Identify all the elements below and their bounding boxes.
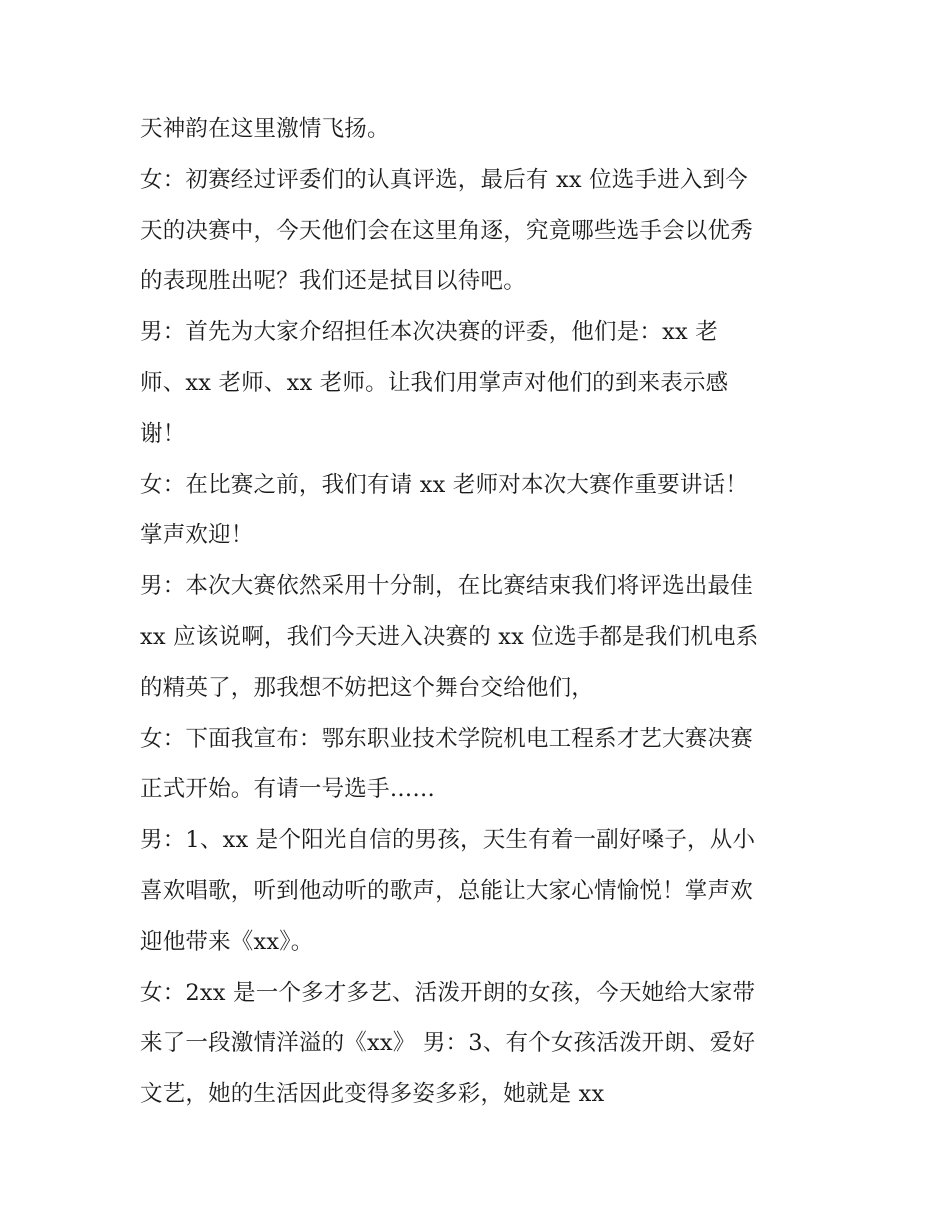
text-line: 来了一段激情洋溢的《xx》 男：3、有个女孩活泼开朗、爱好 [140, 1030, 756, 1057]
text-line: 谢！ [140, 420, 186, 447]
text-line: 的精英了，那我想不妨把这个舞台交给他们， [140, 674, 595, 701]
text-line: 男：1、xx 是个阳光自信的男孩，天生有着一副好嗓子，从小 [140, 827, 756, 854]
text-line: 女：初赛经过评委们的认真评选，最后有 xx 位选手进入到今 [140, 166, 748, 193]
text-line: 天的决赛中，今天他们会在这里角逐，究竟哪些选手会以优秀 [140, 217, 753, 244]
text-line: 迎他带来《xx》。 [140, 928, 314, 955]
text-line: 女：下面我宣布：鄂东职业技术学院机电工程系才艺大赛决赛 [140, 725, 753, 752]
text-line: 女：在比赛之前，我们有请 xx 老师对本次大赛作重要讲话！ [140, 471, 748, 498]
text-line: 掌声欢迎！ [140, 522, 254, 549]
text-line: 男：首先为大家介绍担任本次决赛的评委，他们是：xx 老 [140, 319, 718, 346]
text-line: 喜欢唱歌，听到他动听的歌声，总能让大家心情愉悦！掌声欢 [140, 877, 753, 904]
text-line: xx 应该说啊，我们今天进入决赛的 xx 位选手都是我们机电系 [140, 623, 759, 650]
text-line: 天神韵在这里激情飞扬。 [140, 116, 390, 142]
text-line: 的表现胜出呢？我们还是拭目以待吧。 [140, 268, 526, 295]
text-line: 女：2xx 是一个多才多艺、活泼开朗的女孩，今天她给大家带 [140, 979, 756, 1006]
document-body [140, 104, 820, 1120]
text-line: 文艺，她的生活因此变得多姿多彩，她就是 xx [140, 1081, 605, 1108]
text-line: 师、xx 老师、xx 老师。让我们用掌声对他们的到来表示感 [140, 369, 729, 396]
text-line: 男：本次大赛依然采用十分制，在比赛结束我们将评选出最佳 [140, 573, 753, 600]
text-line: 正式开始。有请一号选手…… [140, 776, 436, 803]
